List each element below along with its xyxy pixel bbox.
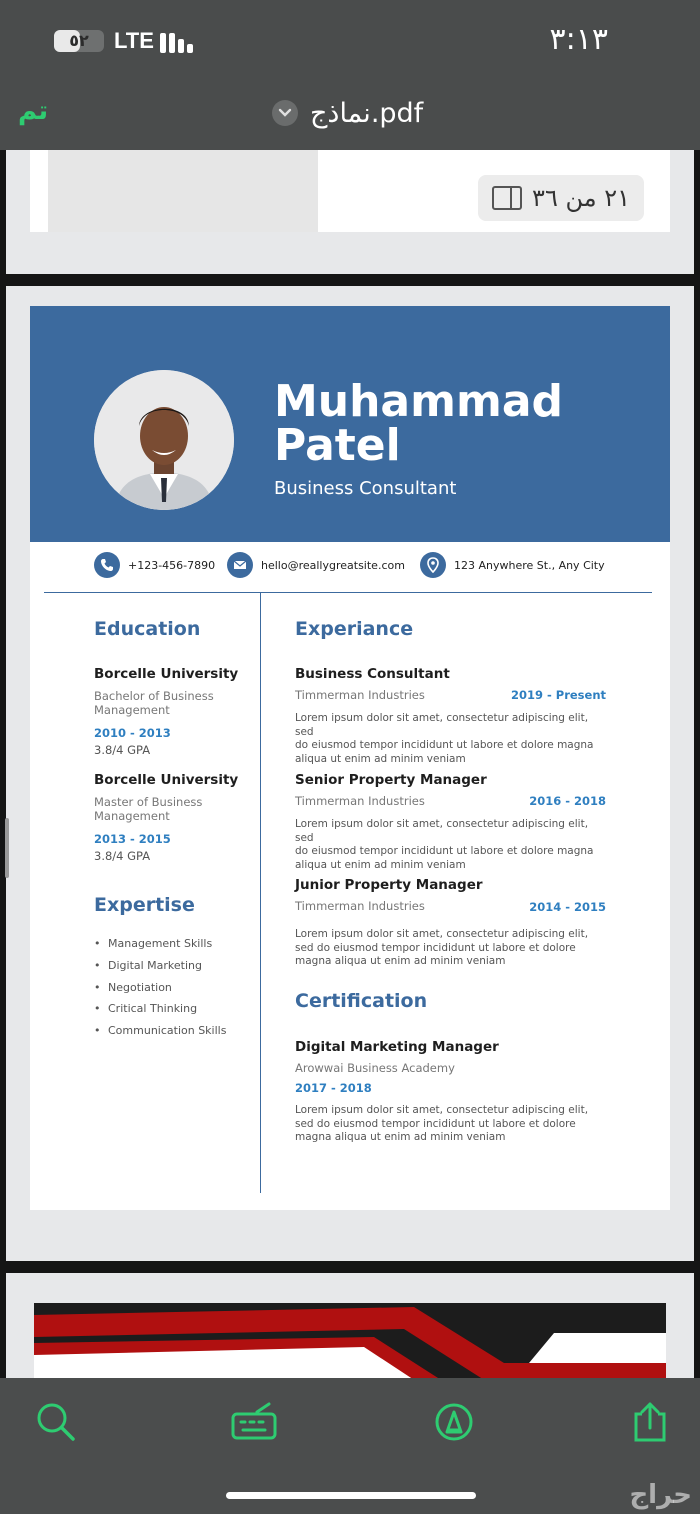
page-indicator-text: ٢١ من ٣٦ — [532, 184, 630, 212]
education-school: Borcelle University — [94, 666, 239, 682]
nav-bar — [0, 84, 700, 150]
pdf-viewer[interactable] — [0, 150, 700, 1378]
list-item: • Negotiation — [108, 981, 226, 1003]
clock: ٣:١٣ — [549, 22, 608, 57]
done-button[interactable]: تم — [18, 96, 49, 126]
education-years: 2013 - 2015 — [94, 832, 171, 846]
experience-company: Timmerman Industries — [295, 688, 425, 702]
location-pin-icon — [420, 552, 446, 578]
expertise-title: Expertise — [94, 894, 195, 916]
contact-address — [420, 552, 605, 578]
phone-text: +123-456-7890 — [128, 558, 216, 572]
document-title-menu[interactable] — [272, 96, 423, 130]
certification-role: Digital Marketing Manager — [295, 1039, 499, 1055]
pdf-page-next — [6, 1273, 694, 1378]
status-bar — [0, 0, 700, 84]
address-text: 123 Anywhere St., Any City — [454, 558, 605, 572]
education-gpa: 3.8/4 GPA — [94, 849, 151, 863]
share-icon[interactable] — [628, 1400, 672, 1444]
experience-description: Lorem ipsum dolor sit amet, consectetur adipiscing elit, sed do eiusmod tempor incididunt ut labore et dolore magna aliqua ut enim ad minim veniam — [295, 928, 589, 967]
list-item: • Digital Marketing — [108, 959, 226, 981]
divider — [44, 592, 652, 593]
first-name: Muhammad — [274, 376, 564, 427]
email-icon — [227, 552, 253, 578]
certification-description: Lorem ipsum dolor sit amet, consectetur adipiscing elit, sed do eiusmod tempor incididunt ut labore et dolore magna aliqua ut enim ad minim veniam — [295, 1104, 589, 1143]
last-name: Patel — [274, 420, 401, 471]
network-type: LTE — [114, 28, 154, 53]
contact-phone — [94, 552, 215, 578]
contact-row — [30, 552, 670, 588]
experience-company: Timmerman Industries — [295, 899, 425, 913]
certification-years: 2017 - 2018 — [295, 1081, 372, 1095]
experience-role: Senior Property Manager — [295, 772, 487, 788]
contact-email — [227, 552, 405, 578]
column-divider — [260, 593, 261, 1193]
experience-years: 2019 - Present — [510, 688, 606, 702]
phone-icon — [94, 552, 120, 578]
experience-description: Lorem ipsum dolor sit amet, consectetur adipiscing elit, sed do eiusmod tempor incididunt ut labore et dolore magna aliqua ut enim ad minim veniam — [295, 818, 594, 871]
resume-document — [30, 306, 670, 1210]
battery-icon — [54, 30, 104, 52]
list-item: • Management Skills — [108, 937, 226, 959]
battery-level: ٥٢ — [69, 31, 89, 50]
profile-photo — [94, 370, 234, 510]
pdf-page-current — [6, 286, 694, 1261]
experience-company: Timmerman Industries — [295, 794, 425, 808]
page-indicator[interactable] — [478, 175, 644, 221]
education-gpa: 3.8/4 GPA — [94, 743, 151, 757]
certification-org: Arowwai Business Academy — [295, 1061, 455, 1075]
home-indicator[interactable] — [226, 1492, 476, 1499]
education-school: Borcelle University — [94, 772, 239, 788]
document-title: نماذج.pdf — [310, 97, 424, 129]
experience-title: Experiance — [295, 618, 414, 640]
experience-description: Lorem ipsum dolor sit amet, consectetur adipiscing elit, sed do eiusmod tempor incididunt ut labore et dolore magna aliqua ut enim ad minim veniam — [295, 712, 594, 765]
scrollbar[interactable] — [5, 818, 9, 878]
email-text: hello@reallygreatsite.com — [261, 558, 405, 572]
experience-years: 2014 - 2015 — [529, 900, 606, 914]
resume-role: Business Consultant — [274, 478, 457, 499]
list-item: • Communication Skills — [108, 1024, 226, 1046]
markup-pen-icon[interactable] — [434, 1400, 478, 1444]
pdf-page-previous — [6, 150, 694, 274]
list-item: • Critical Thinking — [108, 1002, 226, 1024]
experience-role: Business Consultant — [295, 666, 450, 682]
education-years: 2010 - 2013 — [94, 726, 171, 740]
signal-icon — [160, 31, 200, 53]
certification-title: Certification — [295, 990, 428, 1012]
watermark: حراج — [629, 1480, 692, 1510]
education-degree: Bachelor of Business Management — [94, 689, 214, 717]
keyboard-icon[interactable] — [231, 1400, 275, 1444]
sidebar-icon — [492, 186, 522, 210]
chevron-down-icon[interactable] — [272, 100, 298, 126]
experience-years: 2016 - 2018 — [529, 794, 606, 808]
education-degree: Master of Business Management — [94, 795, 203, 823]
experience-role: Junior Property Manager — [295, 877, 483, 893]
next-page-graphic — [34, 1303, 666, 1378]
education-title: Education — [94, 618, 201, 640]
search-icon[interactable] — [34, 1400, 78, 1444]
resume-name — [274, 376, 564, 471]
resume-header — [30, 306, 670, 542]
expertise-list — [108, 937, 226, 1046]
